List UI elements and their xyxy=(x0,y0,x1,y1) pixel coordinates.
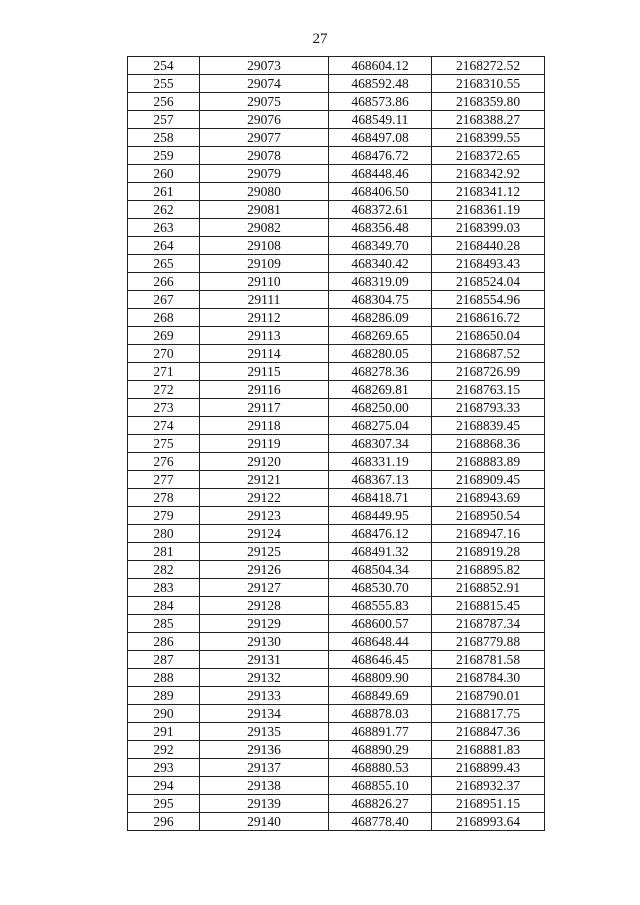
y-coordinate-cell: 2168787.34 xyxy=(432,615,545,633)
table-row xyxy=(128,291,545,309)
y-coordinate-cell: 2168919.28 xyxy=(432,543,545,561)
point-id-cell: 29140 xyxy=(200,813,329,831)
x-coordinate-cell: 468278.36 xyxy=(329,363,432,381)
row-number-cell: 255 xyxy=(128,75,200,93)
y-coordinate-cell: 2168650.04 xyxy=(432,327,545,345)
x-coordinate-cell: 468406.50 xyxy=(329,183,432,201)
x-coordinate-cell: 468878.03 xyxy=(329,705,432,723)
point-id-cell: 29118 xyxy=(200,417,329,435)
table-row xyxy=(128,561,545,579)
x-coordinate-cell: 468372.61 xyxy=(329,201,432,219)
table-row xyxy=(128,813,545,831)
x-coordinate-cell: 468275.04 xyxy=(329,417,432,435)
point-id-cell: 29113 xyxy=(200,327,329,345)
row-number-cell: 285 xyxy=(128,615,200,633)
point-id-cell: 29125 xyxy=(200,543,329,561)
table-row xyxy=(128,165,545,183)
y-coordinate-cell: 2168784.30 xyxy=(432,669,545,687)
y-coordinate-cell: 2168554.96 xyxy=(432,291,545,309)
y-coordinate-cell: 2168909.45 xyxy=(432,471,545,489)
y-coordinate-cell: 2168779.88 xyxy=(432,633,545,651)
y-coordinate-cell: 2168616.72 xyxy=(432,309,545,327)
table-row xyxy=(128,147,545,165)
row-number-cell: 256 xyxy=(128,93,200,111)
row-number-cell: 277 xyxy=(128,471,200,489)
x-coordinate-cell: 468504.34 xyxy=(329,561,432,579)
y-coordinate-cell: 2168847.36 xyxy=(432,723,545,741)
row-number-cell: 262 xyxy=(128,201,200,219)
x-coordinate-cell: 468356.48 xyxy=(329,219,432,237)
table-row xyxy=(128,345,545,363)
y-coordinate-cell: 2168993.64 xyxy=(432,813,545,831)
y-coordinate-cell: 2168440.28 xyxy=(432,237,545,255)
table-row xyxy=(128,237,545,255)
table-row xyxy=(128,93,545,111)
point-id-cell: 29132 xyxy=(200,669,329,687)
y-coordinate-cell: 2168790.01 xyxy=(432,687,545,705)
x-coordinate-cell: 468855.10 xyxy=(329,777,432,795)
y-coordinate-cell: 2168852.91 xyxy=(432,579,545,597)
point-id-cell: 29075 xyxy=(200,93,329,111)
table-row xyxy=(128,111,545,129)
table-row xyxy=(128,525,545,543)
y-coordinate-cell: 2168726.99 xyxy=(432,363,545,381)
table-row xyxy=(128,579,545,597)
point-id-cell: 29110 xyxy=(200,273,329,291)
table-row xyxy=(128,615,545,633)
row-number-cell: 293 xyxy=(128,759,200,777)
table-row xyxy=(128,687,545,705)
table-row xyxy=(128,705,545,723)
x-coordinate-cell: 468418.71 xyxy=(329,489,432,507)
point-id-cell: 29080 xyxy=(200,183,329,201)
point-id-cell: 29121 xyxy=(200,471,329,489)
row-number-cell: 289 xyxy=(128,687,200,705)
x-coordinate-cell: 468555.83 xyxy=(329,597,432,615)
y-coordinate-cell: 2168272.52 xyxy=(432,57,545,75)
x-coordinate-cell: 468592.48 xyxy=(329,75,432,93)
point-id-cell: 29124 xyxy=(200,525,329,543)
row-number-cell: 260 xyxy=(128,165,200,183)
table-row xyxy=(128,543,545,561)
point-id-cell: 29076 xyxy=(200,111,329,129)
y-coordinate-cell: 2168817.75 xyxy=(432,705,545,723)
x-coordinate-cell: 468491.32 xyxy=(329,543,432,561)
y-coordinate-cell: 2168399.55 xyxy=(432,129,545,147)
table-row xyxy=(128,669,545,687)
point-id-cell: 29114 xyxy=(200,345,329,363)
x-coordinate-cell: 468331.19 xyxy=(329,453,432,471)
y-coordinate-cell: 2168493.43 xyxy=(432,255,545,273)
y-coordinate-cell: 2168372.65 xyxy=(432,147,545,165)
y-coordinate-cell: 2168388.27 xyxy=(432,111,545,129)
row-number-cell: 290 xyxy=(128,705,200,723)
point-id-cell: 29128 xyxy=(200,597,329,615)
row-number-cell: 295 xyxy=(128,795,200,813)
table-row xyxy=(128,57,545,75)
page-number: 27 xyxy=(312,31,328,47)
row-number-cell: 273 xyxy=(128,399,200,417)
point-id-cell: 29131 xyxy=(200,651,329,669)
row-number-cell: 294 xyxy=(128,777,200,795)
row-number-cell: 259 xyxy=(128,147,200,165)
row-number-cell: 257 xyxy=(128,111,200,129)
row-number-cell: 276 xyxy=(128,453,200,471)
point-id-cell: 29109 xyxy=(200,255,329,273)
x-coordinate-cell: 468448.46 xyxy=(329,165,432,183)
table-row xyxy=(128,723,545,741)
y-coordinate-cell: 2168950.54 xyxy=(432,507,545,525)
point-id-cell: 29117 xyxy=(200,399,329,417)
row-number-cell: 271 xyxy=(128,363,200,381)
point-id-cell: 29135 xyxy=(200,723,329,741)
row-number-cell: 269 xyxy=(128,327,200,345)
y-coordinate-cell: 2168359.80 xyxy=(432,93,545,111)
point-id-cell: 29112 xyxy=(200,309,329,327)
row-number-cell: 280 xyxy=(128,525,200,543)
table-row xyxy=(128,507,545,525)
point-id-cell: 29123 xyxy=(200,507,329,525)
row-number-cell: 283 xyxy=(128,579,200,597)
x-coordinate-cell: 468604.12 xyxy=(329,57,432,75)
point-id-cell: 29126 xyxy=(200,561,329,579)
x-coordinate-cell: 468573.86 xyxy=(329,93,432,111)
table-row xyxy=(128,489,545,507)
table-row xyxy=(128,273,545,291)
x-coordinate-cell: 468646.45 xyxy=(329,651,432,669)
x-coordinate-cell: 468809.90 xyxy=(329,669,432,687)
y-coordinate-cell: 2168687.52 xyxy=(432,345,545,363)
table-row xyxy=(128,417,545,435)
x-coordinate-cell: 468530.70 xyxy=(329,579,432,597)
point-id-cell: 29079 xyxy=(200,165,329,183)
row-number-cell: 291 xyxy=(128,723,200,741)
x-coordinate-cell: 468304.75 xyxy=(329,291,432,309)
row-number-cell: 288 xyxy=(128,669,200,687)
point-id-cell: 29134 xyxy=(200,705,329,723)
table-row xyxy=(128,633,545,651)
row-number-cell: 267 xyxy=(128,291,200,309)
point-id-cell: 29133 xyxy=(200,687,329,705)
x-coordinate-cell: 468826.27 xyxy=(329,795,432,813)
x-coordinate-cell: 468476.72 xyxy=(329,147,432,165)
y-coordinate-cell: 2168399.03 xyxy=(432,219,545,237)
point-id-cell: 29073 xyxy=(200,57,329,75)
row-number-cell: 263 xyxy=(128,219,200,237)
point-id-cell: 29130 xyxy=(200,633,329,651)
x-coordinate-cell: 468286.09 xyxy=(329,309,432,327)
point-id-cell: 29138 xyxy=(200,777,329,795)
x-coordinate-cell: 468340.42 xyxy=(329,255,432,273)
point-id-cell: 29108 xyxy=(200,237,329,255)
point-id-cell: 29120 xyxy=(200,453,329,471)
x-coordinate-cell: 468890.29 xyxy=(329,741,432,759)
point-id-cell: 29129 xyxy=(200,615,329,633)
table-row xyxy=(128,597,545,615)
y-coordinate-cell: 2168310.55 xyxy=(432,75,545,93)
x-coordinate-cell: 468891.77 xyxy=(329,723,432,741)
x-coordinate-cell: 468280.05 xyxy=(329,345,432,363)
row-number-cell: 296 xyxy=(128,813,200,831)
table-row xyxy=(128,435,545,453)
table-row xyxy=(128,309,545,327)
row-number-cell: 274 xyxy=(128,417,200,435)
row-number-cell: 287 xyxy=(128,651,200,669)
row-number-cell: 286 xyxy=(128,633,200,651)
y-coordinate-cell: 2168781.58 xyxy=(432,651,545,669)
table-row xyxy=(128,201,545,219)
x-coordinate-cell: 468367.13 xyxy=(329,471,432,489)
x-coordinate-cell: 468269.81 xyxy=(329,381,432,399)
table-row xyxy=(128,795,545,813)
y-coordinate-cell: 2168932.37 xyxy=(432,777,545,795)
row-number-cell: 275 xyxy=(128,435,200,453)
table-row xyxy=(128,381,545,399)
y-coordinate-cell: 2168793.33 xyxy=(432,399,545,417)
y-coordinate-cell: 2168883.89 xyxy=(432,453,545,471)
row-number-cell: 261 xyxy=(128,183,200,201)
point-id-cell: 29127 xyxy=(200,579,329,597)
y-coordinate-cell: 2168951.15 xyxy=(432,795,545,813)
point-id-cell: 29111 xyxy=(200,291,329,309)
table-row xyxy=(128,327,545,345)
row-number-cell: 258 xyxy=(128,129,200,147)
x-coordinate-cell: 468549.11 xyxy=(329,111,432,129)
row-number-cell: 254 xyxy=(128,57,200,75)
row-number-cell: 264 xyxy=(128,237,200,255)
row-number-cell: 284 xyxy=(128,597,200,615)
y-coordinate-cell: 2168763.15 xyxy=(432,381,545,399)
x-coordinate-cell: 468250.00 xyxy=(329,399,432,417)
x-coordinate-cell: 468648.44 xyxy=(329,633,432,651)
x-coordinate-cell: 468307.34 xyxy=(329,435,432,453)
x-coordinate-cell: 468600.57 xyxy=(329,615,432,633)
y-coordinate-cell: 2168881.83 xyxy=(432,741,545,759)
table-row xyxy=(128,399,545,417)
x-coordinate-cell: 468349.70 xyxy=(329,237,432,255)
table-row xyxy=(128,471,545,489)
table-row xyxy=(128,255,545,273)
x-coordinate-cell: 468319.09 xyxy=(329,273,432,291)
row-number-cell: 270 xyxy=(128,345,200,363)
row-number-cell: 278 xyxy=(128,489,200,507)
point-id-cell: 29136 xyxy=(200,741,329,759)
point-id-cell: 29122 xyxy=(200,489,329,507)
table-row xyxy=(128,363,545,381)
x-coordinate-cell: 468497.08 xyxy=(329,129,432,147)
row-number-cell: 292 xyxy=(128,741,200,759)
x-coordinate-cell: 468880.53 xyxy=(329,759,432,777)
coordinates-table-body xyxy=(128,57,545,831)
row-number-cell: 268 xyxy=(128,309,200,327)
x-coordinate-cell: 468849.69 xyxy=(329,687,432,705)
y-coordinate-cell: 2168524.04 xyxy=(432,273,545,291)
point-id-cell: 29116 xyxy=(200,381,329,399)
point-id-cell: 29115 xyxy=(200,363,329,381)
point-id-cell: 29082 xyxy=(200,219,329,237)
table-row xyxy=(128,651,545,669)
table-row xyxy=(128,75,545,93)
point-id-cell: 29077 xyxy=(200,129,329,147)
table-row xyxy=(128,129,545,147)
point-id-cell: 29139 xyxy=(200,795,329,813)
point-id-cell: 29119 xyxy=(200,435,329,453)
row-number-cell: 265 xyxy=(128,255,200,273)
x-coordinate-cell: 468476.12 xyxy=(329,525,432,543)
x-coordinate-cell: 468269.65 xyxy=(329,327,432,345)
y-coordinate-cell: 2168341.12 xyxy=(432,183,545,201)
row-number-cell: 279 xyxy=(128,507,200,525)
row-number-cell: 272 xyxy=(128,381,200,399)
point-id-cell: 29078 xyxy=(200,147,329,165)
y-coordinate-cell: 2168361.19 xyxy=(432,201,545,219)
point-id-cell: 29137 xyxy=(200,759,329,777)
table-row xyxy=(128,219,545,237)
y-coordinate-cell: 2168342.92 xyxy=(432,165,545,183)
coordinates-table xyxy=(127,56,545,831)
table-row xyxy=(128,777,545,795)
point-id-cell: 29081 xyxy=(200,201,329,219)
y-coordinate-cell: 2168947.16 xyxy=(432,525,545,543)
point-id-cell: 29074 xyxy=(200,75,329,93)
row-number-cell: 266 xyxy=(128,273,200,291)
y-coordinate-cell: 2168899.43 xyxy=(432,759,545,777)
x-coordinate-cell: 468449.95 xyxy=(329,507,432,525)
table-row xyxy=(128,453,545,471)
y-coordinate-cell: 2168943.69 xyxy=(432,489,545,507)
row-number-cell: 282 xyxy=(128,561,200,579)
y-coordinate-cell: 2168815.45 xyxy=(432,597,545,615)
table-row xyxy=(128,759,545,777)
row-number-cell: 281 xyxy=(128,543,200,561)
y-coordinate-cell: 2168868.36 xyxy=(432,435,545,453)
table-row xyxy=(128,741,545,759)
y-coordinate-cell: 2168895.82 xyxy=(432,561,545,579)
x-coordinate-cell: 468778.40 xyxy=(329,813,432,831)
y-coordinate-cell: 2168839.45 xyxy=(432,417,545,435)
table-row xyxy=(128,183,545,201)
